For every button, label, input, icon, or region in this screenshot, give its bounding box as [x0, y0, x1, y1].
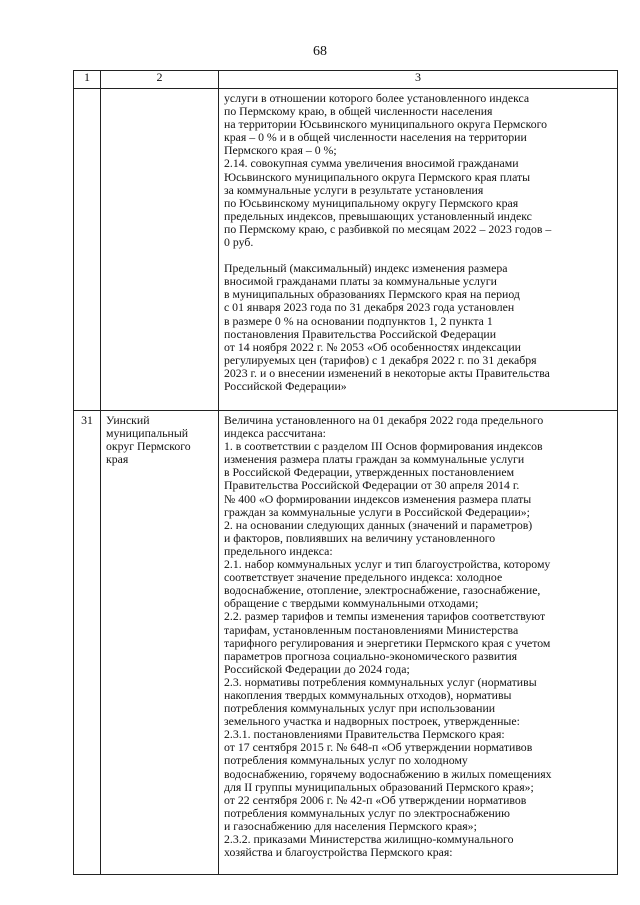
text-line: 2.3.2. приказами Министерства жилищно-коммунального — [224, 832, 514, 846]
text-line: 2.14. совокупная сумма увеличения вносимой гражданами — [224, 156, 519, 171]
text-line: 2023 г. и о внесении изменений в некоторые акты Правительства — [224, 365, 550, 380]
text-line: по Пермскому краю, с разбивкой по месяцам 2022 – 2023 годов – — [224, 221, 552, 236]
text-line: округ Пермского — [106, 439, 191, 454]
text-line: муниципальный — [106, 426, 189, 441]
text-line: граждан за коммунальные услуги в Российской Федерации»; — [224, 504, 530, 519]
text-line: Российской Федерации до 2024 года; — [224, 661, 410, 676]
table-row-continuation — [74, 89, 618, 411]
row-name-cell — [101, 89, 219, 411]
text-line: от 14 ноября 2022 г. № 2053 «Об особенностях индексации — [224, 339, 521, 354]
text-line: № 400 «О формировании индексов изменения размера платы — [224, 491, 532, 506]
row-text-cell — [219, 89, 618, 411]
text-line: по Пермскому краю, в общей численности населения — [224, 104, 493, 119]
text-line: тарифного регулирования и энергетики Пермского края с учетом — [224, 635, 551, 650]
row-number-cell — [74, 89, 101, 411]
text-line: 1. в соответствии с разделом III Основ формирования индексов — [224, 439, 543, 454]
text-line: Пермского края – 0 %; — [224, 143, 337, 158]
text-line: с 01 января 2023 года по 31 декабря 2023 года установлен — [224, 300, 515, 315]
text-line: за коммунальные услуги в результате установления — [224, 182, 484, 197]
text-line: постановления Правительства Российской Федерации — [224, 326, 497, 341]
text-line: предельного индекса: — [224, 543, 333, 558]
table-row-31 — [74, 411, 618, 875]
text-line: Юсьвинского муниципального округа Пермского края платы — [224, 169, 531, 184]
continuation-text-block — [224, 92, 615, 249]
calculation-text-block — [224, 414, 615, 859]
text-line: земельного участка и надворных построек, утвержденные: — [224, 714, 520, 729]
text-line: 2.3. нормативы потребления коммунальных услуг (нормативы — [224, 674, 537, 689]
text-line: Правительства Российской Федерации от 30 апреля 2014 г. — [224, 478, 520, 493]
text-line: и газоснабжению для населения Пермского края»; — [224, 818, 477, 833]
text-line: потребления коммунальных услуг по холодному — [224, 753, 468, 768]
text-line: услуги в отношении которого более установленного индекса — [224, 91, 530, 105]
text-line: вносимой гражданами платы за коммунальные услуги — [224, 274, 497, 289]
text-line: 2.3.1. постановлениями Правительства Пермского края: — [224, 727, 505, 742]
text-line: Величина установленного на 01 декабря 2022 года предельного — [224, 413, 544, 427]
row-text-cell — [219, 411, 618, 875]
text-line: индекса рассчитана: — [224, 426, 326, 441]
header-col-3: 3 — [219, 71, 618, 89]
header-col-1: 1 — [74, 71, 101, 89]
text-line: потребления коммунальных услуг при использовании — [224, 701, 496, 716]
text-line: 2.2. размер тарифов и темпы изменения тарифов соответствуют — [224, 609, 546, 624]
page-number: 68 — [313, 44, 327, 59]
table-header-row — [74, 71, 618, 89]
text-line: обращение с твердыми коммунальными отходами; — [224, 596, 479, 611]
text-line: для II группы муниципальных образований Пермского края»; — [224, 779, 534, 794]
text-line: в размере 0 % на основании подпунктов 1, 2 пункта 1 — [224, 313, 493, 328]
text-line: параметров прогноза социально-экономического развития — [224, 648, 518, 663]
text-line: накопления твердых коммунальных отходов), нормативы — [224, 687, 512, 702]
text-line: по Юсьвинскому муниципальному округу Пермского края — [224, 195, 519, 210]
text-line: предельных индексов, превышающих установленный индекс — [224, 208, 532, 223]
text-line: потребления коммунальных услуг по электроснабжению — [224, 805, 510, 820]
text-line: соответствует значение предельного индекса: холодное — [224, 570, 503, 585]
text-line: от 17 сентября 2015 г. № 648-п «Об утверждении нормативов — [224, 740, 533, 755]
text-line: 0 руб. — [224, 235, 254, 250]
text-line: края – 0 % и в общей численности населения на территории — [224, 130, 527, 145]
index-table — [73, 70, 618, 875]
header-col-2: 2 — [101, 71, 219, 89]
text-line: Российской Федерации» — [224, 378, 347, 393]
text-line: хозяйства и благоустройства Пермского края: — [224, 845, 453, 860]
text-line: тарифам, установленным постановлениями Министерства — [224, 622, 519, 637]
text-line: регулируемых цен (тарифов) с 1 декабря 2022 г. по 31 декабря — [224, 352, 537, 367]
text-line: на территории Юсьвинского муниципального округа Пермского — [224, 117, 548, 132]
municipality-name-cell — [101, 411, 219, 875]
text-line: водоснабжению, горячему водоснабжению в жилых помещениях — [224, 766, 552, 781]
text-line: 2.1. набор коммунальных услуг и тип благоустройства, которому — [224, 557, 551, 572]
text-line: водоснабжение, отопление, электроснабжение, газоснабжение, — [224, 583, 541, 598]
text-line: и факторов, повлиявших на величину установленного — [224, 530, 496, 545]
row-number-cell: 31 — [74, 411, 101, 875]
text-line: Уинский — [106, 413, 150, 427]
text-line: 2. на основании следующих данных (значений и параметров) — [224, 517, 533, 532]
text-line: в муниципальных образованиях Пермского края на период — [224, 287, 520, 302]
text-line: от 22 сентября 2006 г. № 42-п «Об утверждении нормативов — [224, 792, 527, 807]
municipality-name — [106, 414, 215, 466]
text-line: в Российской Федерации, утвержденных постановлением — [224, 465, 515, 480]
text-line: Предельный (максимальный) индекс изменения размера — [224, 261, 508, 276]
text-line: изменения размера платы граждан за коммунальные услуги — [224, 452, 525, 467]
index-basis-text-block — [224, 262, 615, 393]
text-line: края — [106, 452, 129, 467]
